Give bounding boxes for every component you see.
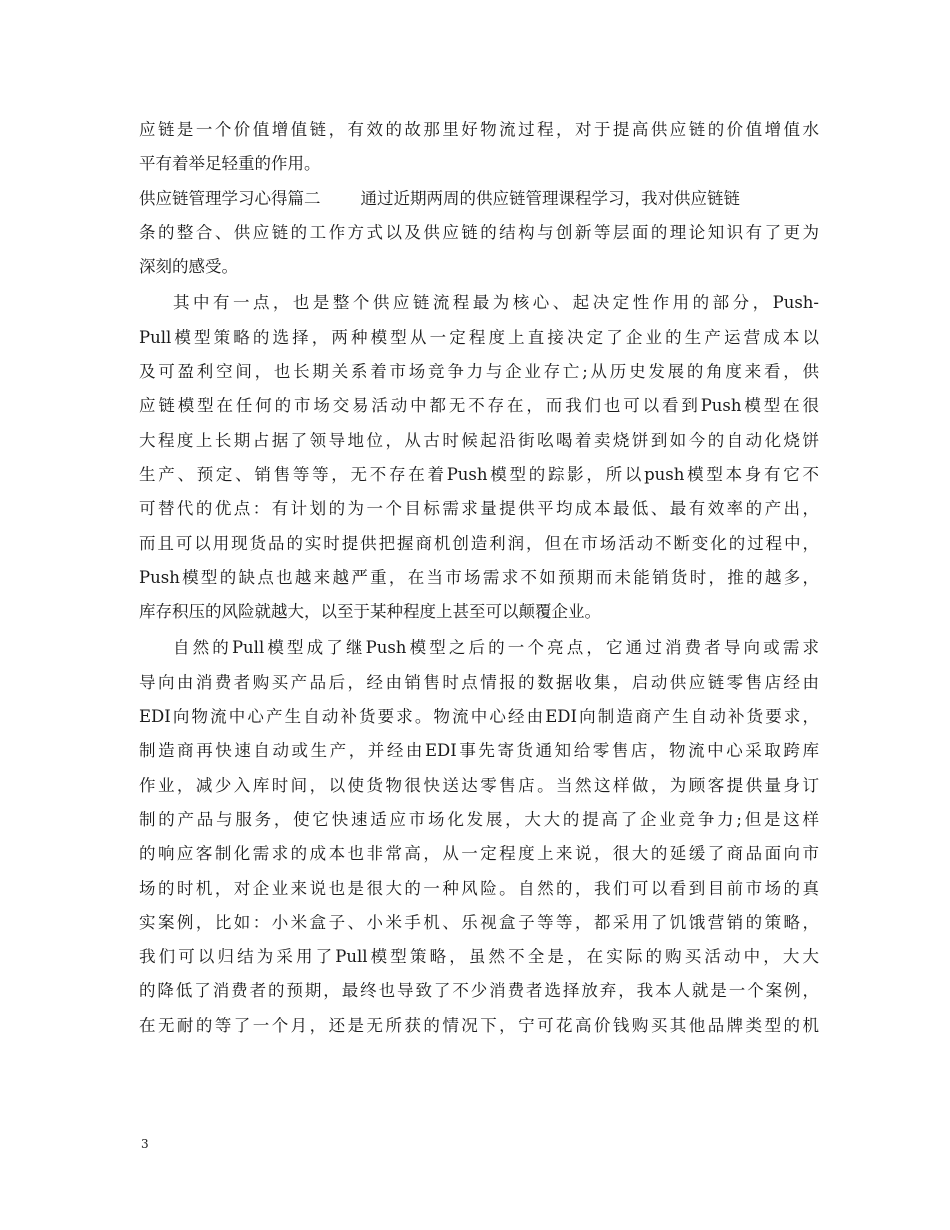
text-line: 在无耐的等了一个月，还是无所获的情况下，宁可花高价钱购买其他品牌类型的机 [139,1015,819,1035]
text-line: 的降低了消费者的预期，最终也导致了不少消费者选择放弃，我本人就是一个案例， [139,981,819,1001]
paragraph-start: 其中有一点，也是整个供应链流程最为核心、起决定性作用的部分，Push- [173,293,819,313]
text-line: 导向由消费者购买产品后，经由销售时点情报的数据收集，启动供应链零售店经由 [139,672,819,692]
text-line: Pull模型策略的选择，两种模型从一定程度上直接决定了企业的生产运营成本以 [139,327,819,347]
text-line: 大程度上长期占据了领导地位，从古时候起沿街吆喝着卖烧饼到如今的自动化烧饼 [139,430,819,450]
text-line: 我们可以归结为采用了Pull模型策略，虽然不全是，在实际的购买活动中，大大 [139,947,819,967]
text-line: 制的产品与服务，使它快速适应市场化发展，大大的提高了企业竞争力;但是这样 [139,809,819,829]
text-line: 作业，减少入库时间，以使货物很快送达零售店。当然这样做，为顾客提供量身订 [139,775,819,795]
page-number: 3 [141,1137,149,1151]
section-heading-line [139,182,819,216]
text-line: 平有着举足轻重的作用。 [139,154,321,174]
text-line: 应链是一个价值增值链，有效的故那里好物流过程，对于提高供应链的价值增值水 [139,120,819,139]
body-text [139,113,819,1043]
text-line: Push模型的缺点也越来越严重，在当市场需求不如预期而未能销货时，推的越多， [139,567,819,587]
paragraph-start: 自然的Pull模型成了继Push模型之后的一个亮点，它通过消费者导向或需求 [173,638,819,658]
text-line: 库存积压的风险就越大，以至于某种程度上甚至可以颠覆企业。 [139,602,601,622]
text-line: 条的整合、供应链的工作方式以及供应链的结构与创新等层面的理论知识有了更为 [139,222,819,242]
text-line: 可替代的优点：有计划的为一个目标需求量提供平均成本最低、最有效率的产出， [139,499,819,519]
section-heading: 供应链管理学习心得篇二 [139,188,321,208]
text-line: 制造商再快速自动或生产，并经由EDI事先寄货通知给零售店，物流中心采取跨库 [139,741,819,761]
text-line: 的响应客制化需求的成本也非常高，从一定程度上来说，很大的延缓了商品面向市 [139,844,819,864]
text-line: 生产、预定、销售等等，无不存在着Push模型的踪影，所以push模型本身有它不 [139,464,819,484]
text-line: 通过近期两周的供应链管理课程学习，我对供应链链 [360,188,740,208]
text-line: 及可盈利空间，也长期关系着市场竞争力与企业存亡;从历史发展的角度来看，供 [139,362,819,382]
text-line: 应链模型在任何的市场交易活动中都无不存在，而我们也可以看到Push模型在很 [139,396,819,416]
text-line: EDI向物流中心产生自动补货要求。物流中心经由EDI向制造商产生自动补货要求， [139,707,819,727]
text-line: 实案例，比如：小米盒子、小米手机、乐视盒子等等，都采用了饥饿营销的策略， [139,912,819,932]
text-line: 深刻的感受。 [139,257,238,277]
text-line: 场的时机，对企业来说也是很大的一种风险。自然的，我们可以看到目前市场的真 [139,878,819,898]
text-line: 而且可以用现货品的实时提供把握商机创造利润，但在市场活动不断变化的过程中， [139,533,819,553]
